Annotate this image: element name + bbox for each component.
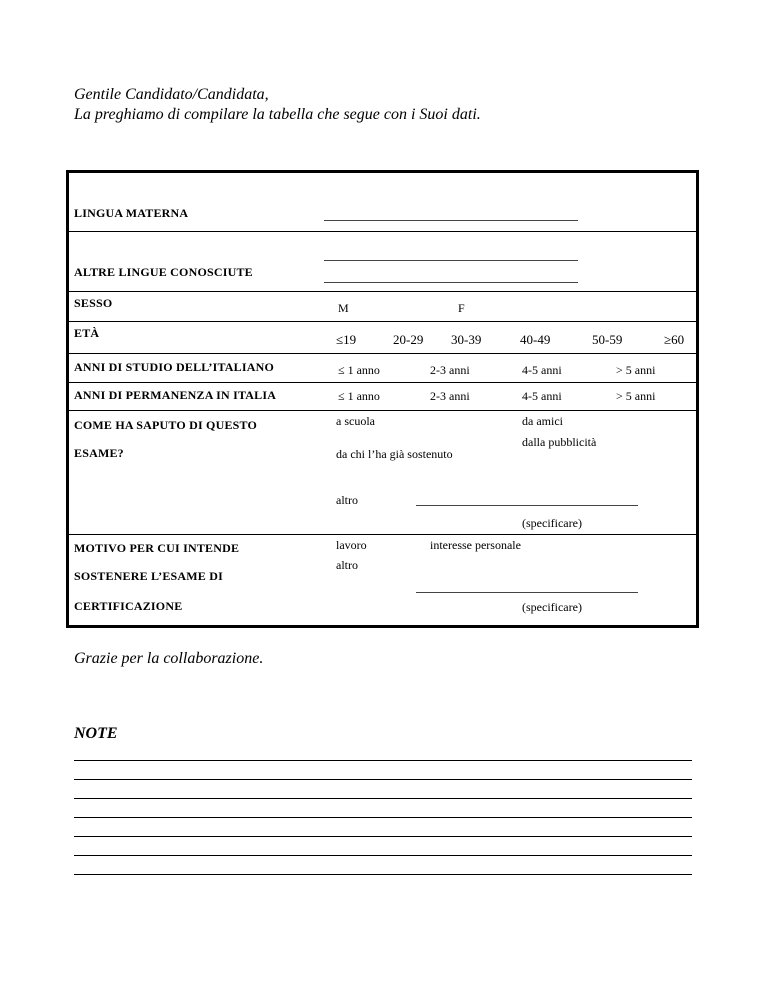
row-divider: [66, 321, 699, 322]
row-divider: [66, 291, 699, 292]
option-eta[interactable]: 50-59: [592, 332, 623, 347]
row-divider: [66, 382, 699, 383]
label-motivo-2: SOSTENERE L’ESAME DI: [74, 569, 223, 583]
specify-hint: (specificare): [522, 600, 582, 614]
option-anni-studio[interactable]: 2-3 anni: [430, 363, 470, 377]
label-come-saputo: COME HA SAPUTO DI QUESTO: [74, 418, 258, 432]
option-anni-studio[interactable]: 4-5 anni: [522, 363, 562, 377]
option-eta[interactable]: 30-39: [451, 332, 482, 347]
thanks-text: Grazie per la collaborazione.: [74, 650, 264, 667]
label-come-saputo-2: ESAME?: [74, 446, 124, 460]
row-divider: [66, 231, 699, 232]
option-eta[interactable]: ≥60: [664, 332, 685, 347]
option-anni-permanenza[interactable]: ≤ 1 anno: [338, 389, 380, 403]
option-anni-permanenza[interactable]: > 5 anni: [616, 389, 656, 403]
option-altro[interactable]: altro: [336, 558, 358, 572]
option-da-chi-sostenuto[interactable]: da chi l’ha già sostenuto: [336, 447, 453, 461]
note-line[interactable]: [74, 779, 692, 780]
option-eta[interactable]: 40-49: [520, 332, 551, 347]
option-a-scuola[interactable]: a scuola: [336, 414, 375, 428]
option-interesse-personale[interactable]: interesse personale: [430, 538, 521, 552]
note-line[interactable]: [74, 855, 692, 856]
option-sesso-f[interactable]: F: [458, 301, 465, 315]
option-pubblicita[interactable]: dalla pubblicità: [522, 435, 597, 449]
label-lingua-materna: LINGUA MATERNA: [74, 206, 189, 220]
request-text: La preghiamo di compilare la tabella che segue con i Suoi dati.: [74, 106, 481, 123]
row-divider: [66, 534, 699, 535]
option-anni-studio[interactable]: ≤ 1 anno: [338, 363, 380, 377]
altre-lingue-field-1[interactable]: [324, 260, 578, 261]
altre-lingue-field-2[interactable]: [324, 282, 578, 283]
label-altre-lingue: ALTRE LINGUE CONOSCIUTE: [74, 265, 253, 279]
note-line[interactable]: [74, 817, 692, 818]
option-eta[interactable]: 20-29: [393, 332, 424, 347]
label-motivo-3: CERTIFICAZIONE: [74, 599, 183, 613]
option-eta[interactable]: ≤19: [336, 332, 357, 347]
option-da-amici[interactable]: da amici: [522, 414, 563, 428]
option-anni-studio[interactable]: > 5 anni: [616, 363, 656, 377]
lingua-materna-field[interactable]: [324, 220, 578, 221]
option-anni-permanenza[interactable]: 4-5 anni: [522, 389, 562, 403]
label-eta: ETÀ: [74, 326, 100, 340]
note-line[interactable]: [74, 874, 692, 875]
label-anni-studio: ANNI DI STUDIO DELL’ITALIANO: [74, 360, 274, 374]
option-anni-permanenza[interactable]: 2-3 anni: [430, 389, 470, 403]
motivo-altro-field[interactable]: [416, 592, 638, 593]
note-line[interactable]: [74, 760, 692, 761]
option-sesso-m[interactable]: M: [338, 301, 349, 315]
label-motivo: MOTIVO PER CUI INTENDE: [74, 541, 240, 555]
notes-title: NOTE: [74, 725, 118, 742]
option-altro[interactable]: altro: [336, 493, 358, 507]
specify-hint: (specificare): [522, 516, 582, 530]
option-lavoro[interactable]: lavoro: [336, 538, 367, 552]
row-divider: [66, 410, 699, 411]
label-sesso: SESSO: [74, 296, 113, 310]
note-line[interactable]: [74, 836, 692, 837]
greeting: Gentile Candidato/Candidata,: [74, 86, 269, 103]
label-anni-permanenza: ANNI DI PERMANENZA IN ITALIA: [74, 388, 277, 402]
note-line[interactable]: [74, 798, 692, 799]
come-saputo-altro-field[interactable]: [416, 505, 638, 506]
row-divider: [66, 353, 699, 354]
